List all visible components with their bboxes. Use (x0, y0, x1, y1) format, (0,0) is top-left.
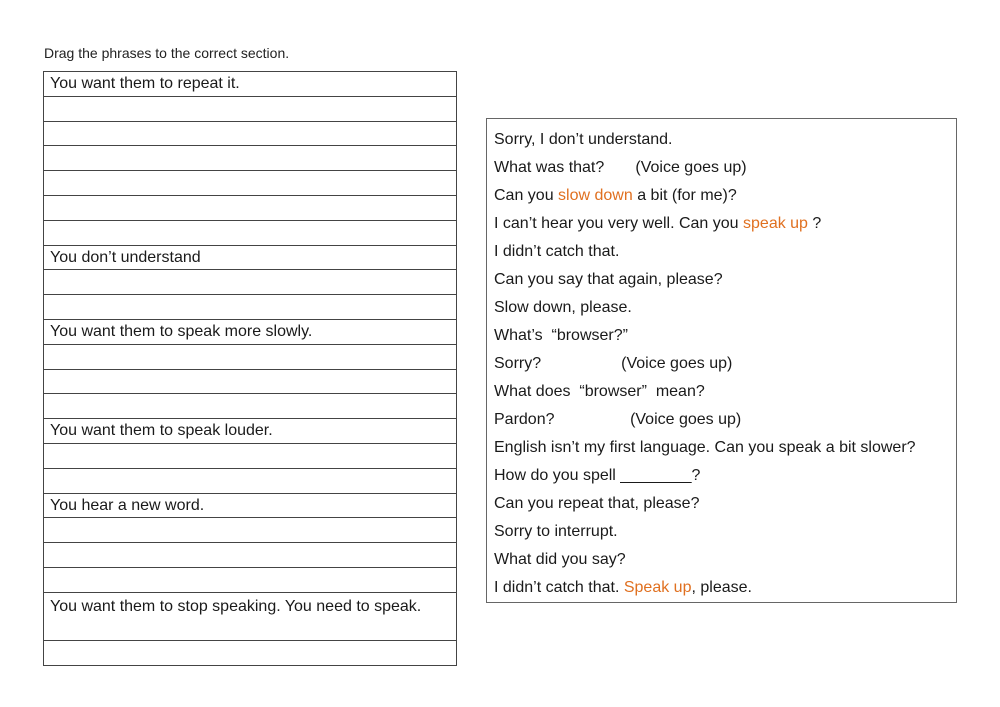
phrase-text: , please. (691, 579, 752, 596)
drop-slot[interactable] (44, 518, 456, 543)
phrase-text: What’s “browser?” (494, 327, 628, 344)
draggable-phrase[interactable] (494, 518, 956, 546)
phrase-highlight: speak up (743, 215, 808, 232)
phrase-text: I can’t hear you very well. Can you (494, 215, 744, 232)
phrase-text: How do you spell ________? (494, 467, 701, 484)
drop-slot[interactable] (44, 270, 456, 295)
sections-table (43, 71, 457, 666)
drop-slot[interactable] (44, 469, 456, 494)
phrase-text: Can you say that again, please? (494, 271, 723, 288)
draggable-phrase[interactable] (494, 154, 956, 182)
section-heading: You want them to stop speaking. You need to speak. (44, 593, 456, 641)
phrase-text: Sorry? (Voice goes up) (494, 355, 733, 372)
draggable-phrase[interactable] (494, 210, 956, 238)
draggable-phrase[interactable] (494, 266, 956, 294)
draggable-phrase[interactable] (494, 294, 956, 322)
draggable-phrase[interactable] (494, 434, 956, 462)
drop-slot[interactable] (44, 221, 456, 246)
phrase-text: Can you (494, 187, 559, 204)
phrase-text: Pardon? (Voice goes up) (494, 411, 742, 428)
phrase-text: English isn’t my first language. Can you speak a bit slower? (494, 439, 916, 456)
phrase-highlight: Speak up (623, 579, 692, 596)
draggable-phrase[interactable] (494, 126, 956, 154)
phrase-text: I didn’t catch that. (494, 579, 624, 596)
phrase-text: What was that? (Voice goes up) (494, 159, 747, 176)
draggable-phrase[interactable] (494, 546, 956, 574)
drop-slot[interactable] (44, 97, 456, 122)
drop-slot[interactable] (44, 641, 456, 666)
section-heading: You want them to speak more slowly. (44, 320, 456, 345)
phrase-text: I didn’t catch that. (494, 243, 620, 260)
draggable-phrase[interactable] (494, 182, 956, 210)
phrase-text: a bit (for me)? (632, 187, 737, 204)
draggable-phrase[interactable] (494, 322, 956, 350)
drop-slot[interactable] (44, 394, 456, 419)
drop-slot[interactable] (44, 345, 456, 370)
drop-slot[interactable] (44, 370, 456, 395)
drop-slot[interactable] (44, 122, 456, 147)
drop-slot[interactable] (44, 146, 456, 171)
drop-slot[interactable] (44, 444, 456, 469)
draggable-phrase[interactable] (494, 238, 956, 266)
drop-slot[interactable] (44, 196, 456, 221)
phrase-text: What does “browser” mean? (494, 383, 705, 400)
phrase-text: What did you say? (494, 551, 626, 568)
draggable-phrase[interactable] (494, 378, 956, 406)
phrase-text: Can you repeat that, please? (494, 495, 700, 512)
draggable-phrase[interactable] (494, 574, 956, 602)
phrase-bank (486, 118, 957, 603)
phrase-text: ? (807, 215, 822, 232)
section-heading: You want them to repeat it. (44, 72, 456, 97)
draggable-phrase[interactable] (494, 350, 956, 378)
instruction-text: Drag the phrases to the correct section. (44, 45, 290, 61)
section-heading: You don’t understand (44, 246, 456, 271)
drop-slot[interactable] (44, 543, 456, 568)
draggable-phrase[interactable] (494, 490, 956, 518)
drop-slot[interactable] (44, 295, 456, 320)
phrase-text: Sorry to interrupt. (494, 523, 618, 540)
drop-slot[interactable] (44, 568, 456, 593)
phrase-text: Slow down, please. (494, 299, 632, 316)
drop-slot[interactable] (44, 171, 456, 196)
draggable-phrase[interactable] (494, 406, 956, 434)
phrase-highlight: slow down (558, 187, 633, 204)
section-heading: You hear a new word. (44, 494, 456, 519)
draggable-phrase[interactable] (494, 462, 956, 490)
phrase-text: Sorry, I don’t understand. (494, 131, 673, 148)
section-heading: You want them to speak louder. (44, 419, 456, 444)
